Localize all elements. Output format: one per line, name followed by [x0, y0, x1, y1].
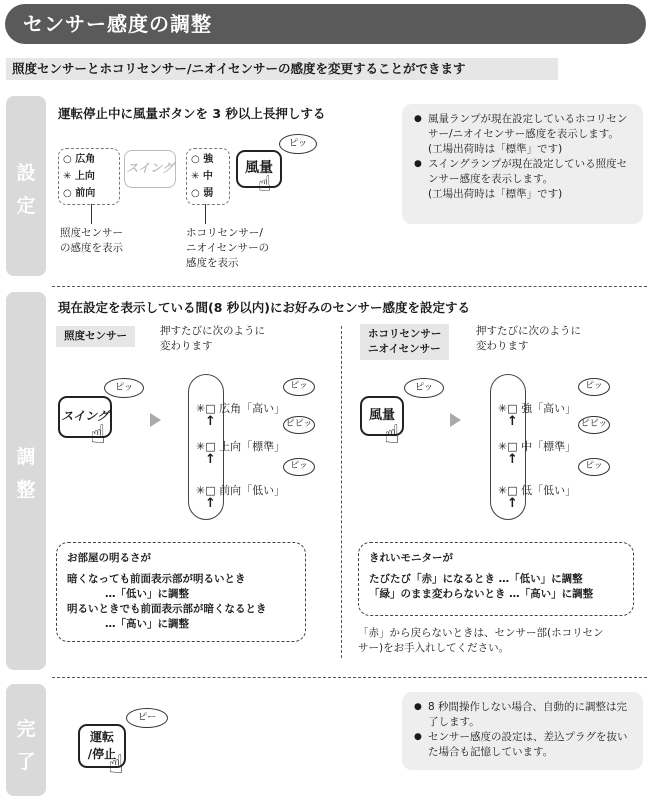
- illum-tip-box: お部屋の明るさが 暗くなっても前面表示部が明るいとき …「低い」に調整 明るいときでも前面表示部が暗くなるとき …「高い」に調整: [56, 542, 306, 642]
- note-item: ● 8 秒間操作しない場合、自動的に調整は完了します。: [414, 700, 633, 730]
- up-arrow-icon: ↑: [507, 496, 518, 511]
- tip-title: きれいモニターが: [369, 552, 453, 564]
- up-arrow-icon: ↑: [507, 414, 518, 429]
- beep-bubble: ピッ: [283, 458, 315, 476]
- note-item: ● センサー感度の設定は、差込プラグを抜いた場合も記憶しています。: [414, 730, 633, 760]
- divider: [52, 677, 647, 678]
- lamp-off-icon: ○: [63, 154, 76, 165]
- beep-bubble: ピピッ: [283, 416, 315, 434]
- leader-line: [91, 204, 92, 224]
- adjust-heading: 現在設定を表示している間(8 秒以内)にお好みのセンサー感度を設定する: [58, 300, 470, 315]
- tip-title: お部屋の明るさが: [67, 552, 151, 564]
- lamp-label: 広角: [75, 154, 96, 165]
- lamp-on-icon: ✳: [191, 171, 203, 182]
- lamp-on-icon: ✳□: [196, 484, 220, 497]
- beep-bubble: ピッ: [578, 458, 610, 476]
- lamp-on-icon: ✳□: [498, 402, 522, 415]
- tab-adjust-char1: 調: [16, 446, 36, 468]
- run-stop-button[interactable]: 運転 /停止: [78, 724, 126, 768]
- beep-bubble: ピッ: [279, 134, 317, 154]
- tab-setting-char2: 定: [16, 195, 36, 217]
- note-item: ● スイングランプが現在設定している照度センサー感度を表示します。: [414, 157, 633, 187]
- lamp-on-icon: ✳□: [196, 440, 220, 453]
- page-subtitle: 照度センサーとホコリセンサー/ニオイセンサーの感度を変更することができます: [6, 58, 558, 80]
- beep-bubble: ピッ: [283, 378, 315, 396]
- fan-button[interactable]: 風量: [236, 150, 282, 188]
- setting-heading: 運転停止中に風量ボタンを 3 秒以上長押しする: [58, 106, 326, 121]
- page-title: センサー感度の調整: [5, 4, 646, 44]
- up-arrow-icon: ↑: [205, 414, 216, 429]
- hand-pointer-icon: ☝: [384, 420, 400, 450]
- fan-button[interactable]: 風量: [360, 396, 404, 436]
- illum-desc: 押すたびに次のように 変わります: [160, 325, 265, 352]
- tab-setting: [6, 96, 46, 276]
- dust-sensor-label: ホコリセンサー ニオイセンサー: [360, 324, 449, 360]
- note-subtext: (工場出荷時は「標準」です): [428, 188, 563, 200]
- lamp-label: 弱: [203, 188, 214, 199]
- cycle-item: ✳□ 低「低い」: [498, 484, 577, 497]
- illum-sensor-label: 照度センサー: [56, 326, 135, 347]
- dust-caption: ホコリセンサー/ ニオイセンサーの 感度を表示: [186, 227, 270, 269]
- lamp-label: 中: [202, 171, 213, 182]
- lamp-on-icon: ✳□: [498, 440, 522, 453]
- lamp-label: 前向: [75, 188, 96, 199]
- lamp-on-icon: ✳□: [498, 484, 522, 497]
- dust-tip-box: きれいモニターが たびたび「赤」になるとき …「低い」に調整 「緑」のまま変わらないとき …「高い」に調整: [358, 542, 634, 616]
- setting-note: [402, 104, 643, 224]
- lamp-on-icon: ✳: [63, 171, 75, 182]
- lamp-off-icon: ○: [191, 154, 204, 165]
- hand-pointer-icon: ☝: [90, 420, 106, 450]
- cycle-item: ✳□ 前向「低い」: [196, 484, 286, 497]
- tab-complete-char1: 完: [16, 718, 36, 740]
- beep-bubble: ピー: [126, 708, 168, 728]
- illum-lamp-panel: [58, 148, 120, 205]
- up-arrow-icon: ↑: [205, 452, 216, 467]
- dust-lamp-panel: [186, 148, 230, 205]
- next-arrow-icon: [150, 413, 161, 427]
- note-item: ● 風量ランプが現在設定しているホコリセンサー/ニオイセンサー感度を表示します。: [414, 112, 633, 142]
- hand-pointer-icon: ☝: [108, 750, 124, 780]
- tab-adjust: [6, 292, 46, 670]
- swing-button-dim: スイング: [124, 150, 176, 188]
- illum-caption: 照度センサー の感度を表示: [60, 227, 123, 254]
- lamp-label: 強: [203, 154, 214, 165]
- complete-note: [402, 692, 643, 770]
- lamp-off-icon: ○: [63, 188, 76, 199]
- dust-desc: 押すたびに次のように 変わります: [476, 325, 581, 352]
- dust-footnote: 「赤」から戻らないときは、センサー部(ホコリセン サー)をお手入れしてください。: [358, 627, 604, 654]
- lamp-label: 上向: [74, 171, 95, 182]
- up-arrow-icon: ↑: [507, 452, 518, 467]
- tab-complete-char2: 了: [16, 751, 36, 773]
- cycle-item: ✳□ 中「標準」: [498, 440, 577, 453]
- leader-line: [205, 204, 206, 224]
- beep-bubble: ピッ: [104, 378, 144, 398]
- tab-setting-char1: 設: [16, 162, 36, 184]
- beep-bubble: ピピッ: [578, 416, 610, 434]
- lamp-off-icon: ○: [191, 188, 204, 199]
- cycle-item: ✳□ 上向「標準」: [196, 440, 286, 453]
- cycle-item: ✳□ 広角「高い」: [196, 402, 286, 415]
- note-subtext: (工場出荷時は「標準」です): [428, 143, 563, 155]
- next-arrow-icon: [450, 413, 461, 427]
- cycle-item: ✳□ 強「高い」: [498, 402, 577, 415]
- beep-bubble: ピッ: [578, 378, 610, 396]
- tab-adjust-char2: 整: [16, 479, 36, 501]
- beep-bubble: ピッ: [404, 378, 444, 398]
- tab-complete: [6, 684, 46, 796]
- vertical-divider: [341, 326, 342, 658]
- divider: [52, 286, 647, 287]
- hand-pointer-icon: ☝: [258, 172, 272, 197]
- up-arrow-icon: ↑: [205, 496, 216, 511]
- swing-button[interactable]: スイング: [58, 396, 112, 438]
- lamp-on-icon: ✳□: [196, 402, 220, 415]
